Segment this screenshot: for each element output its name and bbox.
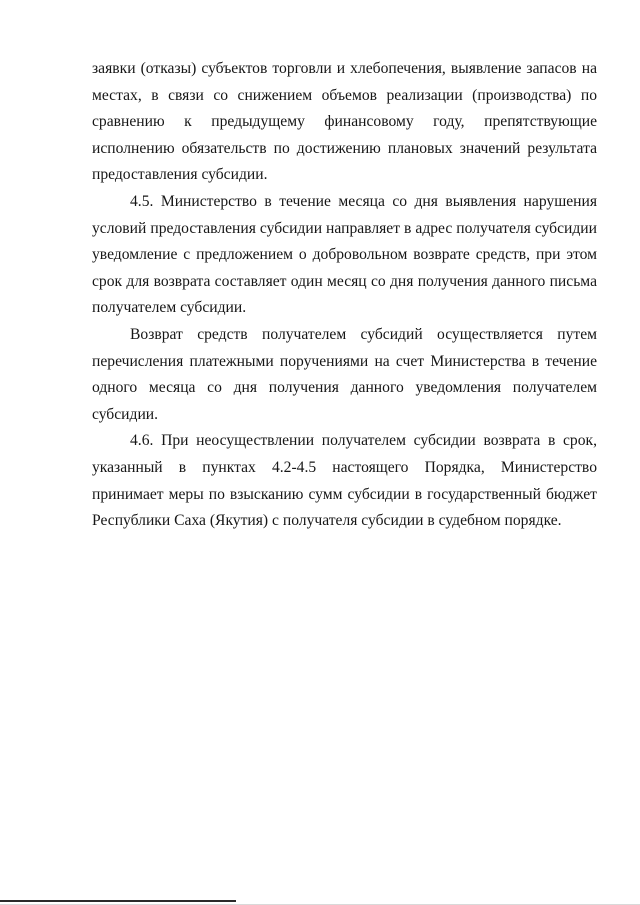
paragraph-continuation: заявки (отказы) субъектов торговли и хлебопечения, выявление запасов на местах, в связи со снижением объемов реализации (производства) по сравнению к предыдущему финансовому году, препятствующие исполнению обязательств по достижению плановых значений результата предоставления субсидии.	[92, 60, 597, 184]
document-body	[92, 56, 597, 535]
paragraph-4-6: 4.6. При неосуществлении получателем субсидии возврата в срок, указанный в пунктах 4.2-4.5 настоящего Порядка, Министерство принимает меры по взысканию сумм субсидии в государственный бюджет Республики Саха (Якутия) с получателя субсидии в судебном порядке.	[92, 432, 597, 530]
paragraph-refund: Возврат средств получателем субсидий осуществляется путем перечисления платежными поручениями на счет Министерства в течение одного месяца со дня получения данного уведомления получателем субсидии.	[92, 325, 597, 423]
paragraph-4-5: 4.5. Министерство в течение месяца со дня выявления нарушения условий предоставления субсидии направляет в адрес получателя субсидии уведомление с предложением о добровольном возврате средств, при этом срок для возврата составляет один месяц со дня получения данного письма получателем субсидии.	[92, 192, 597, 317]
footer-rule	[0, 900, 236, 902]
